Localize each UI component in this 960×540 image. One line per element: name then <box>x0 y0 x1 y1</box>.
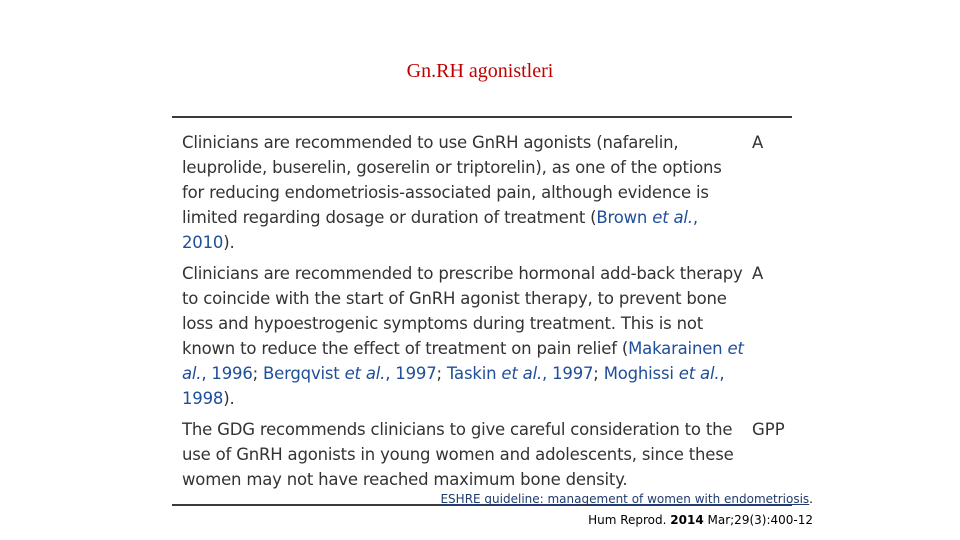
citation-etal: et al. <box>182 339 744 383</box>
citation-etal: et al. <box>344 364 386 383</box>
citation-year: , 1997 <box>542 364 594 383</box>
recommendation-text <box>172 130 748 255</box>
citation-etal: et al. <box>501 364 543 383</box>
recommendation-body: Clinicians are recommended to prescribe hormonal add-back therapy to coincide with the start of GnRH agonist therapy, to prevent bone loss and hypoestrogenic symptoms during treatment. This is not known to reduce the effect of treatment on pain relief ( <box>182 264 743 358</box>
grade-label: A <box>752 133 764 152</box>
citation-year: , 1997 <box>385 364 437 383</box>
recommendation-tail: ). <box>223 389 235 408</box>
citation[interactable] <box>447 364 593 383</box>
reference-link-suffix: . <box>809 492 813 506</box>
citation-author: Bergqvist <box>263 364 345 383</box>
reference-link[interactable]: ESHRE guideline: management of women with endometriosis <box>440 492 810 506</box>
recommendation-body: Clinicians are recommended to use GnRH agonists (nafarelin, leuprolide, buserelin, goserelin or triptorelin), as one of the options for reducing endometriosis-associated pain, although evidence is limited regarding dosage or duration of treatment ( <box>182 133 722 227</box>
reference-title-line <box>440 489 813 510</box>
citation-author: Makarainen <box>628 339 728 358</box>
recommendation-body: The GDG recommends clinicians to give careful consideration to the use of GnRH agonists in young women and adolescents, since these women may not have reached maximum bone density. <box>182 420 734 489</box>
recommendation-row <box>172 130 792 255</box>
reference-details: Mar;29(3):400-12 <box>703 513 813 527</box>
reference-journal: Hum Reprod. <box>588 513 671 527</box>
citation-etal: et al. <box>678 364 720 383</box>
grade-label: A <box>752 264 764 283</box>
recommendation-row <box>172 261 792 411</box>
recommendation-text <box>172 417 748 492</box>
slide-title: Gn.RH agonistleri <box>406 60 554 82</box>
recommendation-text: Clinicians are recommended to prescribe hormonal add-back therapy to coincide with the start of GnRH agonist therapy, to prevent bone loss and hypoestrogenic symptoms during treatment. This is not known to reduce the effect of treatment on pain relief (Makarainen et al., 1996; Bergqvist et al., 1997; Taskin et al., 1997; Moghissi et al., 1998). <box>182 264 744 408</box>
citation-year: , 1996 <box>201 364 253 383</box>
citation-etal: et al. <box>652 208 693 227</box>
recommendation-tail: ). <box>223 233 235 252</box>
citation-author: Brown <box>596 208 653 227</box>
citation[interactable] <box>263 364 436 383</box>
citation-author: Taskin <box>446 364 502 383</box>
recommendations-table <box>172 116 792 506</box>
citation-author: Moghissi <box>603 364 679 383</box>
grade-label: GPP <box>752 420 785 439</box>
reference-year: 2014 <box>670 513 704 527</box>
recommendation-row <box>172 417 792 492</box>
citation-year: , 2010 <box>182 208 698 252</box>
reference-citation-line <box>440 510 813 531</box>
reference-block <box>440 489 813 531</box>
citation-year: , 1998 <box>182 364 725 408</box>
